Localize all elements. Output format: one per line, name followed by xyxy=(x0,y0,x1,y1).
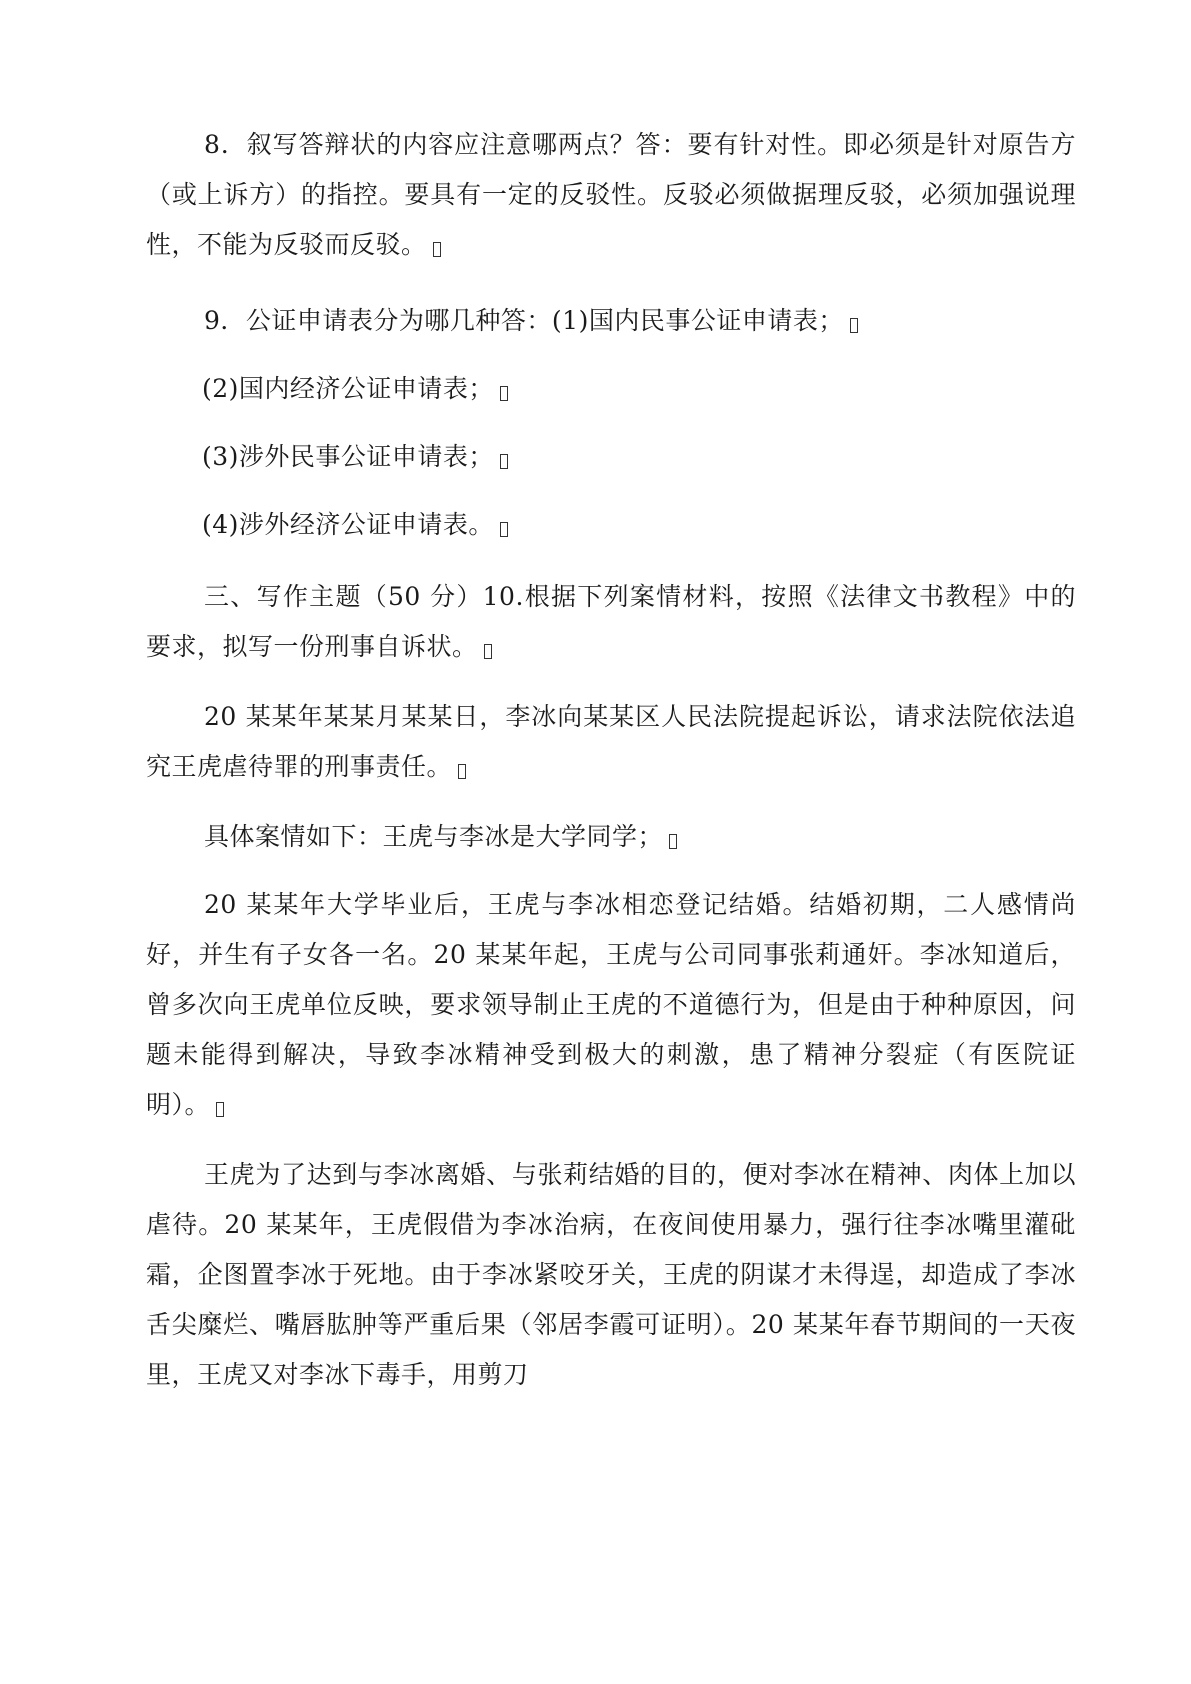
paragraph-text: 8．叙写答辩状的内容应注意哪两点？答：要有针对性。即必须是针对原告方（或上诉方）的指控。要具有一定的反驳性。反驳必须做据理反驳，必须加强说理性，不能为反驳而反驳。 xyxy=(146,130,1076,259)
paragraph-question-9-item-2 xyxy=(146,364,1076,414)
paragraph-end-mark xyxy=(484,644,492,659)
paragraph-end-mark xyxy=(850,318,858,333)
paragraph-text: (2)国内经济公证申请表； xyxy=(202,374,494,403)
paragraph-question-8 xyxy=(146,120,1076,270)
paragraph-text: 具体案情如下：王虎与李冰是大学同学； xyxy=(204,822,664,851)
paragraph-case-background xyxy=(146,880,1076,1130)
paragraph-end-mark xyxy=(669,834,677,849)
paragraph-text: (3)涉外民事公证申请表； xyxy=(202,442,494,471)
paragraph-case-details-heading xyxy=(146,812,1076,862)
paragraph-question-9 xyxy=(146,296,1076,346)
paragraph-question-9-item-3 xyxy=(146,432,1076,482)
paragraph-question-9-item-4 xyxy=(146,500,1076,550)
paragraph-text: 9．公证申请表分为哪几种答：(1)国内民事公证申请表； xyxy=(204,306,844,335)
paragraph-case-intro xyxy=(146,692,1076,792)
paragraph-end-mark xyxy=(458,764,466,779)
paragraph-text: 三、写作主题（50 分）10.根据下列案情材料，按照《法律文书教程》中的要求，拟写一份刑事自诉状。 xyxy=(146,582,1076,661)
paragraph-case-abuse xyxy=(146,1150,1076,1400)
paragraph-section-3 xyxy=(146,572,1076,672)
paragraph-text: 20 某某年某某月某某日，李冰向某某区人民法院提起诉讼，请求法院依法追究王虎虐待罪的刑事责任。 xyxy=(146,702,1076,781)
paragraph-end-mark xyxy=(500,454,508,469)
paragraph-end-mark xyxy=(500,522,508,537)
paragraph-text: 20 某某年大学毕业后，王虎与李冰相恋登记结婚。结婚初期，二人感情尚好，并生有子女各一名。20 某某年起，王虎与公司同事张莉通奸。李冰知道后，曾多次向王虎单位反映，要求领导制止王虎的不道德行为，但是由于种种原因，问题未能得到解决，导致李冰精神受到极大的刺激，患了精神分裂症（有医院证明）。 xyxy=(146,890,1076,1119)
paragraph-text: (4)涉外经济公证申请表。 xyxy=(202,510,494,539)
paragraph-text: 王虎为了达到与李冰离婚、与张莉结婚的目的，便对李冰在精神、肉体上加以虐待。20 某某年，王虎假借为李冰治病，在夜间使用暴力，强行往李冰嘴里灌砒霜，企图置李冰于死地。由于李冰紧咬牙关，王虎的阴谋才未得逞，却造成了李冰舌尖糜烂、嘴唇肱肿等严重后果（邻居李霞可证明）。20 某某年春节期间的一天夜里，王虎又对李冰下毒手，用剪刀 xyxy=(146,1160,1076,1389)
paragraph-end-mark xyxy=(216,1102,224,1117)
paragraph-end-mark xyxy=(433,242,441,257)
paragraph-end-mark xyxy=(500,386,508,401)
